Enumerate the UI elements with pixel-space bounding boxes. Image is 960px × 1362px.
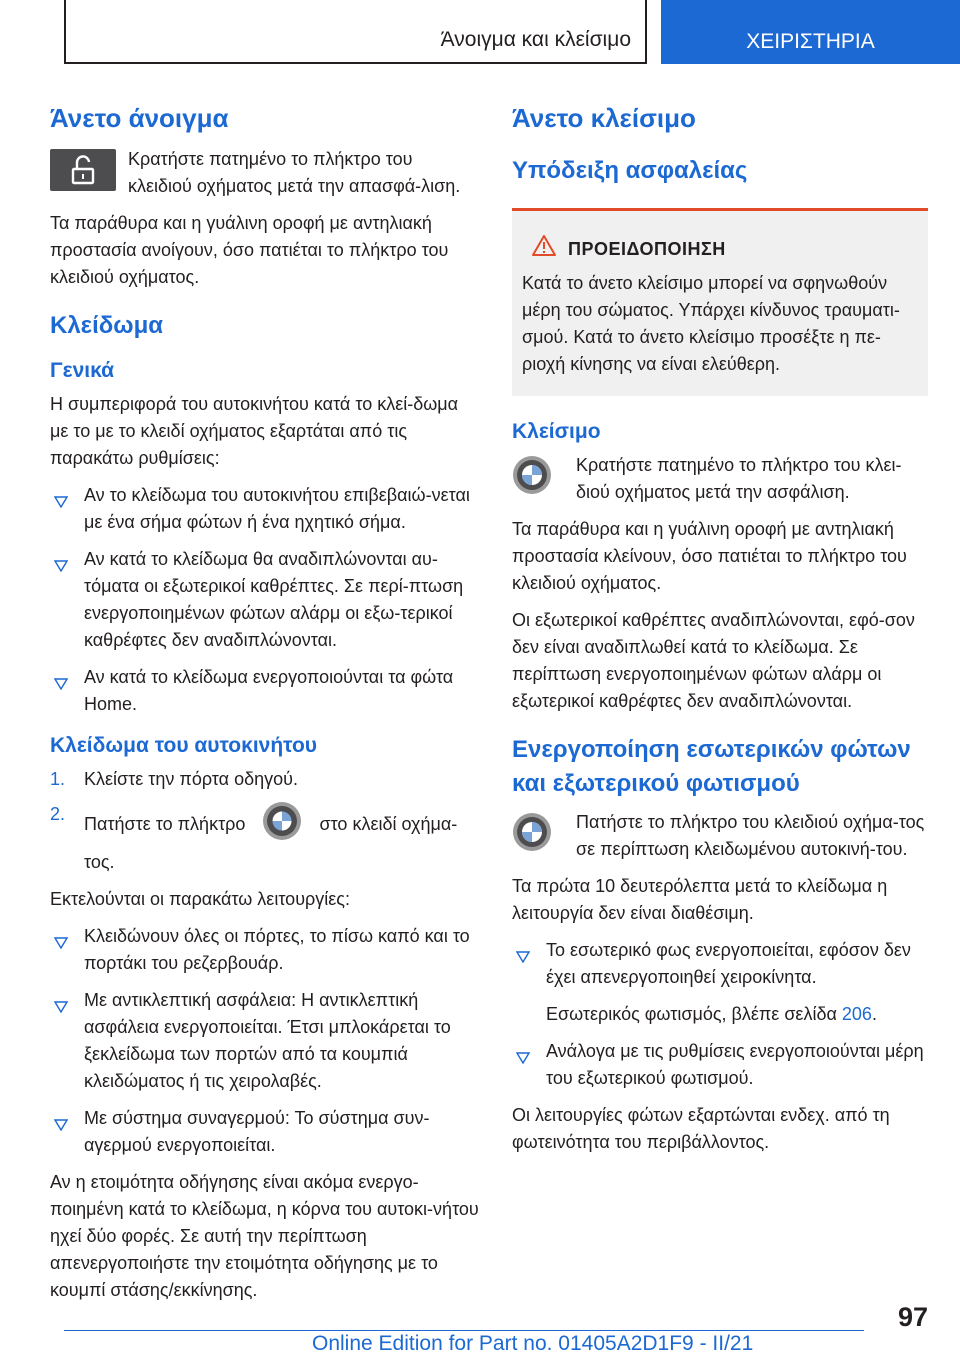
- list-item-text: Αν το κλείδωμα του αυτοκινήτου επιβεβαιώ-νεται με ένα σήμα φώτων ή ένα ηχητικό σήμα.: [84, 485, 470, 532]
- lights-list: [512, 937, 928, 991]
- reference-end: .: [871, 1004, 877, 1024]
- unlock-button-icon: [50, 149, 116, 191]
- closing-desc: Τα παράθυρα και η γυάλινη οροφή με αντηλιακή προστασία κλείνουν, όσο πατιέται το πλήκτρο του κλειδιού οχήματος.: [512, 519, 907, 593]
- warning-title: ΠΡΟΕΙΔΟΠΟΙΗΣΗ: [568, 239, 726, 259]
- bmw-key-button-icon: [512, 812, 564, 860]
- triangle-bullet-icon: [54, 671, 68, 698]
- warning-box: [512, 208, 928, 396]
- heading-closing: Κλείσιμο: [512, 420, 601, 443]
- closing-instruction: [512, 452, 928, 506]
- bmw-key-button-icon: [250, 801, 314, 849]
- lights-list-2: [512, 1038, 928, 1092]
- ready-text: Αν η ετοιμότητα οδήγησης είναι ακόμα ενεργο-ποιημένη κατά το κλείδωμα, η κόρνα του αυτοκι-νήτου ηχεί δύο φορές. Σε αυτή την περίπτωση απενεργοποιήστε την ετοιμότητα οδήγησης με το κουμπί στάσης/εκκίνησης.: [50, 1172, 479, 1300]
- list-item: [50, 482, 480, 536]
- step-item: [50, 766, 480, 793]
- step-number: 2.: [50, 804, 66, 824]
- step-text: Πατήστε το πλήκτρο: [84, 813, 246, 834]
- list-item: [50, 546, 480, 654]
- header-chapter-label: ΧΕΙΡΙΣΤΗΡΙΑ: [746, 30, 875, 53]
- lights-text: Πατήστε το πλήκτρο του κλειδιού οχήμα-τος σε περίπτωση κλειδωμένου αυτοκινή-του.: [576, 812, 925, 859]
- triangle-bullet-icon: [54, 930, 68, 957]
- general-list: [50, 482, 480, 718]
- footer-edition: Online Edition for Part no. 01405A2D1F9 - II/21: [312, 1332, 754, 1355]
- list-item-text: Με αντικλεπτική ασφάλεια: Η αντικλεπτική ασφάλεια ενεργοποιείται. Έτσι μπλοκάρεται το ξεκλείδωμα των πορτών από τα κουμπιά κλειδώματος ή τις χειρολαβές.: [84, 990, 451, 1091]
- triangle-bullet-icon: [54, 489, 68, 516]
- functions-text: Εκτελούνται οι παρακάτω λειτουργίες:: [50, 889, 350, 909]
- triangle-bullet-icon: [516, 944, 530, 971]
- page-link[interactable]: 206: [841, 1004, 872, 1024]
- comfort-opening-desc: Τα παράθυρα και η γυάλινη οροφή με αντηλιακή προστασία ανοίγουν, όσο πατιέται το πλήκτρο του κλειδιού οχήματος.: [50, 213, 449, 287]
- step-text: Κλείστε την πόρτα οδηγού.: [84, 769, 298, 789]
- list-item-text: Το εσωτερικό φως ενεργοποιείται, εφόσον δεν έχει απενεργοποιηθεί χειροκίνητα.: [546, 940, 911, 987]
- comfort-opening-text: Κρατήστε πατημένο το πλήκτρο του κλειδιού οχήματος μετά την απασφά-λιση.: [128, 149, 461, 196]
- triangle-bullet-icon: [54, 994, 68, 1021]
- warning-header: [522, 235, 914, 264]
- step-item: [50, 801, 480, 876]
- warning-text: Κατά το άνετο κλείσιμο μπορεί να σφηνωθούν μέρη του σώματος. Υπάρχει κίνδυνος τραυματι-σμού. Κατά το άνετο κλείσιμο προσέξτε η πε-ριοχή κίνησης να είναι ελεύθερη.: [522, 273, 900, 374]
- lights-note: Τα πρώτα 10 δευτερόλεπτα μετά το κλείδωμα η λειτουργία δεν είναι διαθέσιμη.: [512, 876, 888, 923]
- triangle-bullet-icon: [516, 1045, 530, 1072]
- heading-locking: Κλείδωμα: [50, 312, 164, 339]
- list-item-text: Ανάλογα με τις ρυθμίσεις ενεργοποιούνται μέρη του εξωτερικού φωτισμού.: [546, 1041, 924, 1088]
- header-chapter-tab[interactable]: [661, 0, 960, 64]
- list-item-text: Κλειδώνουν όλες οι πόρτες, το πίσω καπό και το πορτάκι του ρεζερβουάρ.: [84, 926, 470, 973]
- left-column: [50, 100, 480, 1314]
- page-number: 97: [897, 1302, 928, 1332]
- lights-dependency-text: Οι λειτουργίες φώτων εξαρτώνται ενδεχ. από τη φωτεινότητα του περιβάλλοντος.: [512, 1105, 890, 1152]
- heading-comfort-closing: Άνετο κλείσιμο: [512, 103, 696, 133]
- list-item-text: Αν κατά το κλείδωμα θα αναδιπλώνονται αυ-τόματα οι εξωτερικοί καθρέπτες. Σε περί-πτωση ενεργοποιημένων φώτων αλάρμ οι εξω-τερικοί καθρέφτες δεν αναδιπλώνονται.: [84, 549, 464, 650]
- heading-car-locking: Κλείδωμα του αυτοκινήτου: [50, 734, 318, 757]
- functions-list: [50, 923, 480, 1159]
- locking-steps: [50, 766, 480, 876]
- footer-divider: [64, 1330, 864, 1331]
- heading-lights: Ενεργοποίηση εσωτερικών φώτων και εξωτερικού φωτισμού: [512, 736, 911, 797]
- heading-general: Γενικά: [50, 359, 115, 382]
- mirrors-desc: Οι εξωτερικοί καθρέπτες αναδιπλώνονται, εφό-σον δεν είναι αναδιπλωθεί κατά το κλείδωμα. Σε περίπτωση ενεργοποιημένων φώτων αλάρμ οι εξωτερικοί καθρέφτες δεν αναδιπλώνονται.: [512, 610, 915, 711]
- list-item: [512, 1038, 928, 1092]
- comfort-opening-instruction: [50, 146, 480, 200]
- interior-light-reference: [512, 1001, 928, 1028]
- list-item-text: Με σύστημα συναγερμού: Το σύστημα συν-αγερμού ενεργοποιείται.: [84, 1108, 430, 1155]
- list-item-text: Αν κατά το κλείδωμα ενεργοποιούνται τα φώτα Home.: [84, 667, 454, 714]
- triangle-bullet-icon: [54, 553, 68, 580]
- triangle-bullet-icon: [54, 1112, 68, 1139]
- header-frame: [64, 0, 647, 64]
- lights-instruction: [512, 809, 928, 863]
- reference-text: Εσωτερικός φωτισμός, βλέπε σελίδα: [546, 1004, 837, 1024]
- general-text: Η συμπεριφορά του αυτοκινήτου κατά το κλεί-δωμα με το με το κλειδί οχήματος εξαρτάται από τις παρακάτω ρυθμίσεις:: [50, 394, 459, 468]
- closing-text: Κρατήστε πατημένο το πλήκτρο του κλει-διού οχήματος μετά την ασφάλιση.: [576, 455, 902, 502]
- heading-safety-note: Υπόδειξη ασφαλείας: [512, 157, 748, 184]
- list-item: [50, 1105, 480, 1159]
- bmw-key-button-icon: [512, 455, 564, 503]
- right-column: [512, 100, 928, 1166]
- list-item: [50, 664, 480, 718]
- step-text-end: στο κλειδί οχήμα-τος.: [84, 813, 458, 872]
- header-section-title: Άνοιγμα και κλείσιμο: [440, 28, 631, 51]
- list-item: [50, 987, 480, 1095]
- list-item: [512, 937, 928, 991]
- warning-triangle-icon: [532, 235, 556, 264]
- step-number: 1.: [50, 769, 66, 789]
- heading-comfort-opening: Άνετο άνοιγμα: [50, 103, 229, 133]
- list-item: [50, 923, 480, 977]
